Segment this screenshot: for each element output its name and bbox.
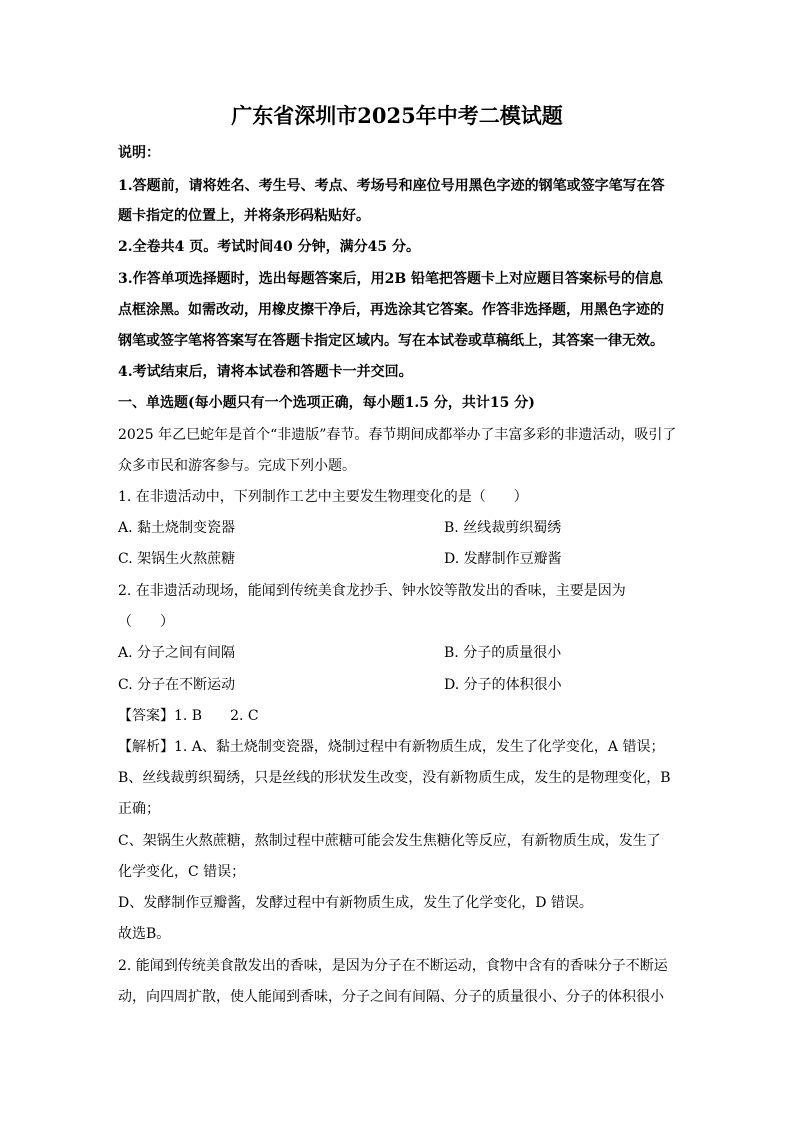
question-2-option-a: A. 分子之间有间隔 [118, 645, 236, 661]
instruction-2: 2.全卷共4 页。考试时间40 分钟，满分45 分。 [118, 239, 420, 255]
instruction-3-line-3: 钢笔或签字笔将答案写在答题卡指定区域内。写在本试卷或草稿纸上，其答案一律无效。 [118, 333, 664, 349]
analysis-line-6: D、发酵制作豆瓣酱，发酵过程中有新物质生成，发生了化学变化，D 错误。 [118, 895, 593, 911]
question-1-option-c: C. 架锅生火熬蔗糖 [118, 551, 236, 567]
instruction-1-line-1: 1.答题前，请将姓名、考生号、考点、考场号和座位号用黑色字迹的钢笔或签字笔写在答 [118, 178, 665, 194]
analysis-line-3: 正确； [118, 801, 160, 817]
question-1-option-a: A. 黏土烧制变瓷器 [118, 520, 236, 536]
analysis-line-8: 2. 能闻到传统美食散发出的香味，是因为分子在不断运动，食物中含有的香味分子不断运 [118, 958, 668, 974]
section-heading: 一、单选题(每小题只有一个选项正确，每小题1.5 分，共计15 分) [118, 395, 535, 411]
question-2-stem-line-2: （ ） [118, 614, 174, 630]
section-intro-line-2: 众多市民和游客参与。完成下列小题。 [118, 458, 356, 474]
analysis-line-7: 故选B。 [118, 926, 171, 942]
instruction-4: 4.考试结束后，请将本试卷和答题卡一并交回。 [118, 364, 413, 380]
question-2-option-d: D. 分子的体积很小 [444, 677, 562, 693]
instruction-3-line-1: 3.作答单项选择题时，选出每题答案后，用2B 铅笔把答题卡上对应题目答案标号的信息 [118, 271, 664, 287]
analysis-line-2: B、丝线裁剪织蜀绣，只是丝线的形状发生改变，没有新物质生成，发生的是物理变化，B [118, 770, 671, 786]
analysis-line-9: 动，向四周扩散，使人能闻到香味，分子之间有间隔、分子的质量很小、分子的体积很小 [118, 989, 664, 1005]
section-intro-line-1: 2025 年乙巳蛇年是首个“非遗版”春节。春节期间成都举办了丰富多彩的非遗活动，吸引了 [118, 427, 677, 443]
instruction-1-line-2: 题卡指定的位置上，并将条形码粘贴好。 [118, 208, 370, 224]
analysis-line-4: C、架锅生火熬蔗糖，熬制过程中蔗糖可能会发生焦糖化等反应，有新物质生成，发生了 [118, 833, 661, 849]
analysis-line-5: 化学变化，C 错误； [118, 864, 246, 880]
page-title: 广东省深圳市2025年中考二模试题 [231, 103, 563, 128]
analysis-line-1: 【解析】1. A、黏土烧制变瓷器，烧制过程中有新物质生成，发生了化学变化，A 错误； [118, 739, 665, 755]
question-2-option-c: C. 分子在不断运动 [118, 677, 236, 693]
question-2-option-b: B. 分子的质量很小 [444, 645, 562, 661]
answer-line: 【答案】1. B 2. C [118, 708, 259, 724]
question-2-stem-line-1: 2. 在非遗活动现场，能闻到传统美食龙抄手、钟水饺等散发出的香味，主要是因为 [118, 583, 626, 599]
instructions-heading: 说明： [118, 145, 160, 161]
question-1-option-b: B. 丝线裁剪织蜀绣 [444, 520, 562, 536]
instruction-3-line-2: 点框涂黑。如需改动，用橡皮擦干净后，再选涂其它答案。作答非选择题，用黑色字迹的 [118, 302, 664, 318]
question-1-stem: 1. 在非遗活动中，下列制作工艺中主要发生物理变化的是（ ） [118, 489, 528, 505]
question-1-option-d: D. 发酵制作豆瓣酱 [444, 551, 562, 567]
